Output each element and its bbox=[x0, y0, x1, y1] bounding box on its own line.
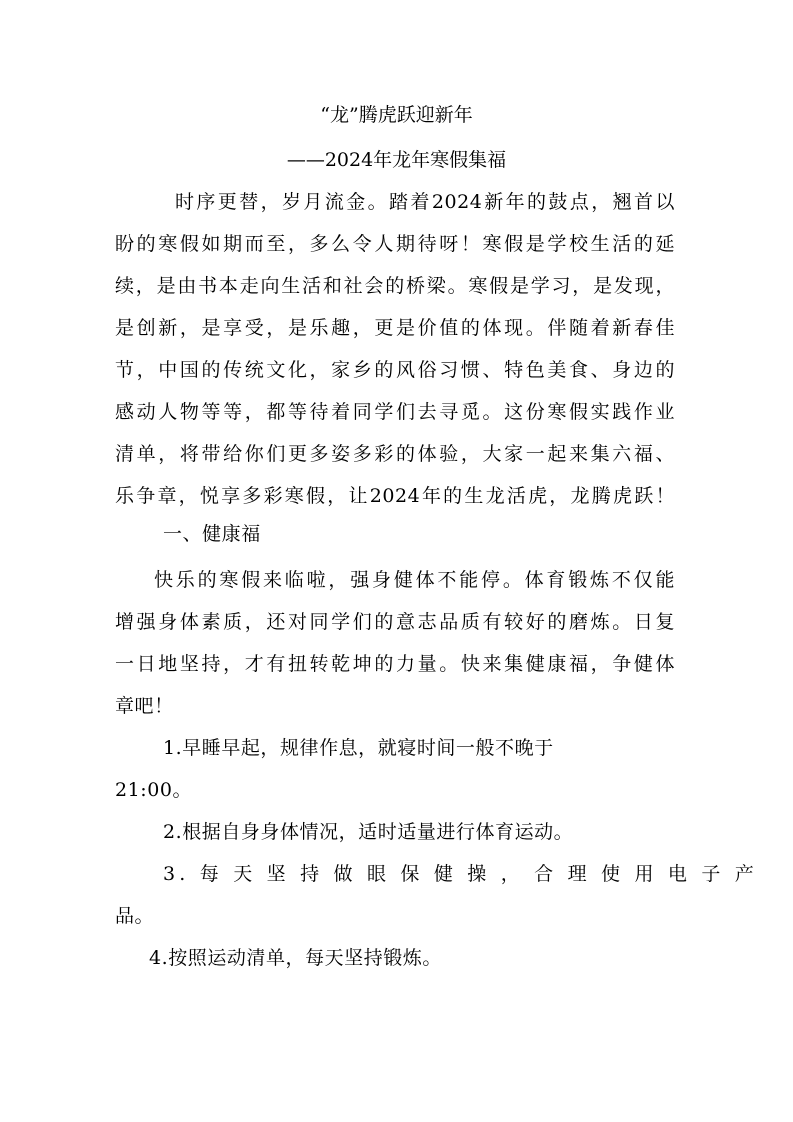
paragraph-line: 续，是由书本走向生活和社会的桥梁。寒假是学习，是发现， bbox=[115, 275, 675, 297]
list-item: 3. 每 天 坚 持 做 眼 保 健 操 ， 合 理 使 用 电 子 产 bbox=[163, 863, 759, 885]
paragraph-line: 是创新，是享受，是乐趣，更是价值的体现。伴随着新春佳 bbox=[115, 317, 675, 339]
document-title: “龙”腾虎跃迎新年 bbox=[320, 104, 473, 126]
paragraph-line: 章吧！ bbox=[115, 695, 174, 717]
paragraph-line: 感动人物等等，都等待着同学们去寻觅。这份寒假实践作业 bbox=[115, 401, 675, 423]
paragraph-line: 乐争章，悦享多彩寒假，让2024年的生龙活虎，龙腾虎跃！ bbox=[115, 485, 675, 507]
paragraph-line: 快乐的寒假来临啦，强身健体不能停。体育锻炼不仅能 bbox=[154, 569, 675, 591]
paragraph-line: 盼的寒假如期而至，多么令人期待呀！寒假是学校生活的延 bbox=[115, 233, 675, 255]
list-item: 4.按照运动清单，每天坚持锻炼。 bbox=[149, 947, 442, 969]
list-item: 品。 bbox=[115, 905, 155, 927]
paragraph-line: 一日地坚持，才有扭转乾坤的力量。快来集健康福，争健体 bbox=[115, 653, 675, 675]
list-item: 2.根据自身身体情况，适时适量进行体育运动。 bbox=[163, 821, 574, 843]
document-subtitle: ——2024年龙年寒假集福 bbox=[286, 149, 507, 171]
paragraph-line: 节，中国的传统文化，家乡的风俗习惯、特色美食、身边的 bbox=[115, 359, 675, 381]
paragraph-line: 清单，将带给你们更多姿多彩的体验，大家一起来集六福、 bbox=[115, 443, 675, 465]
list-item: 21:00。 bbox=[115, 779, 193, 801]
list-item: 1.早睡早起，规律作息，就寝时间一般不晚于 bbox=[163, 737, 554, 759]
paragraph-line: 时序更替，岁月流金。踏着2024新年的鼓点，翘首以 bbox=[175, 191, 675, 213]
section-heading: 一、健康福 bbox=[163, 523, 261, 545]
paragraph-line: 增强身体素质，还对同学们的意志品质有较好的磨炼。日复 bbox=[115, 611, 675, 633]
